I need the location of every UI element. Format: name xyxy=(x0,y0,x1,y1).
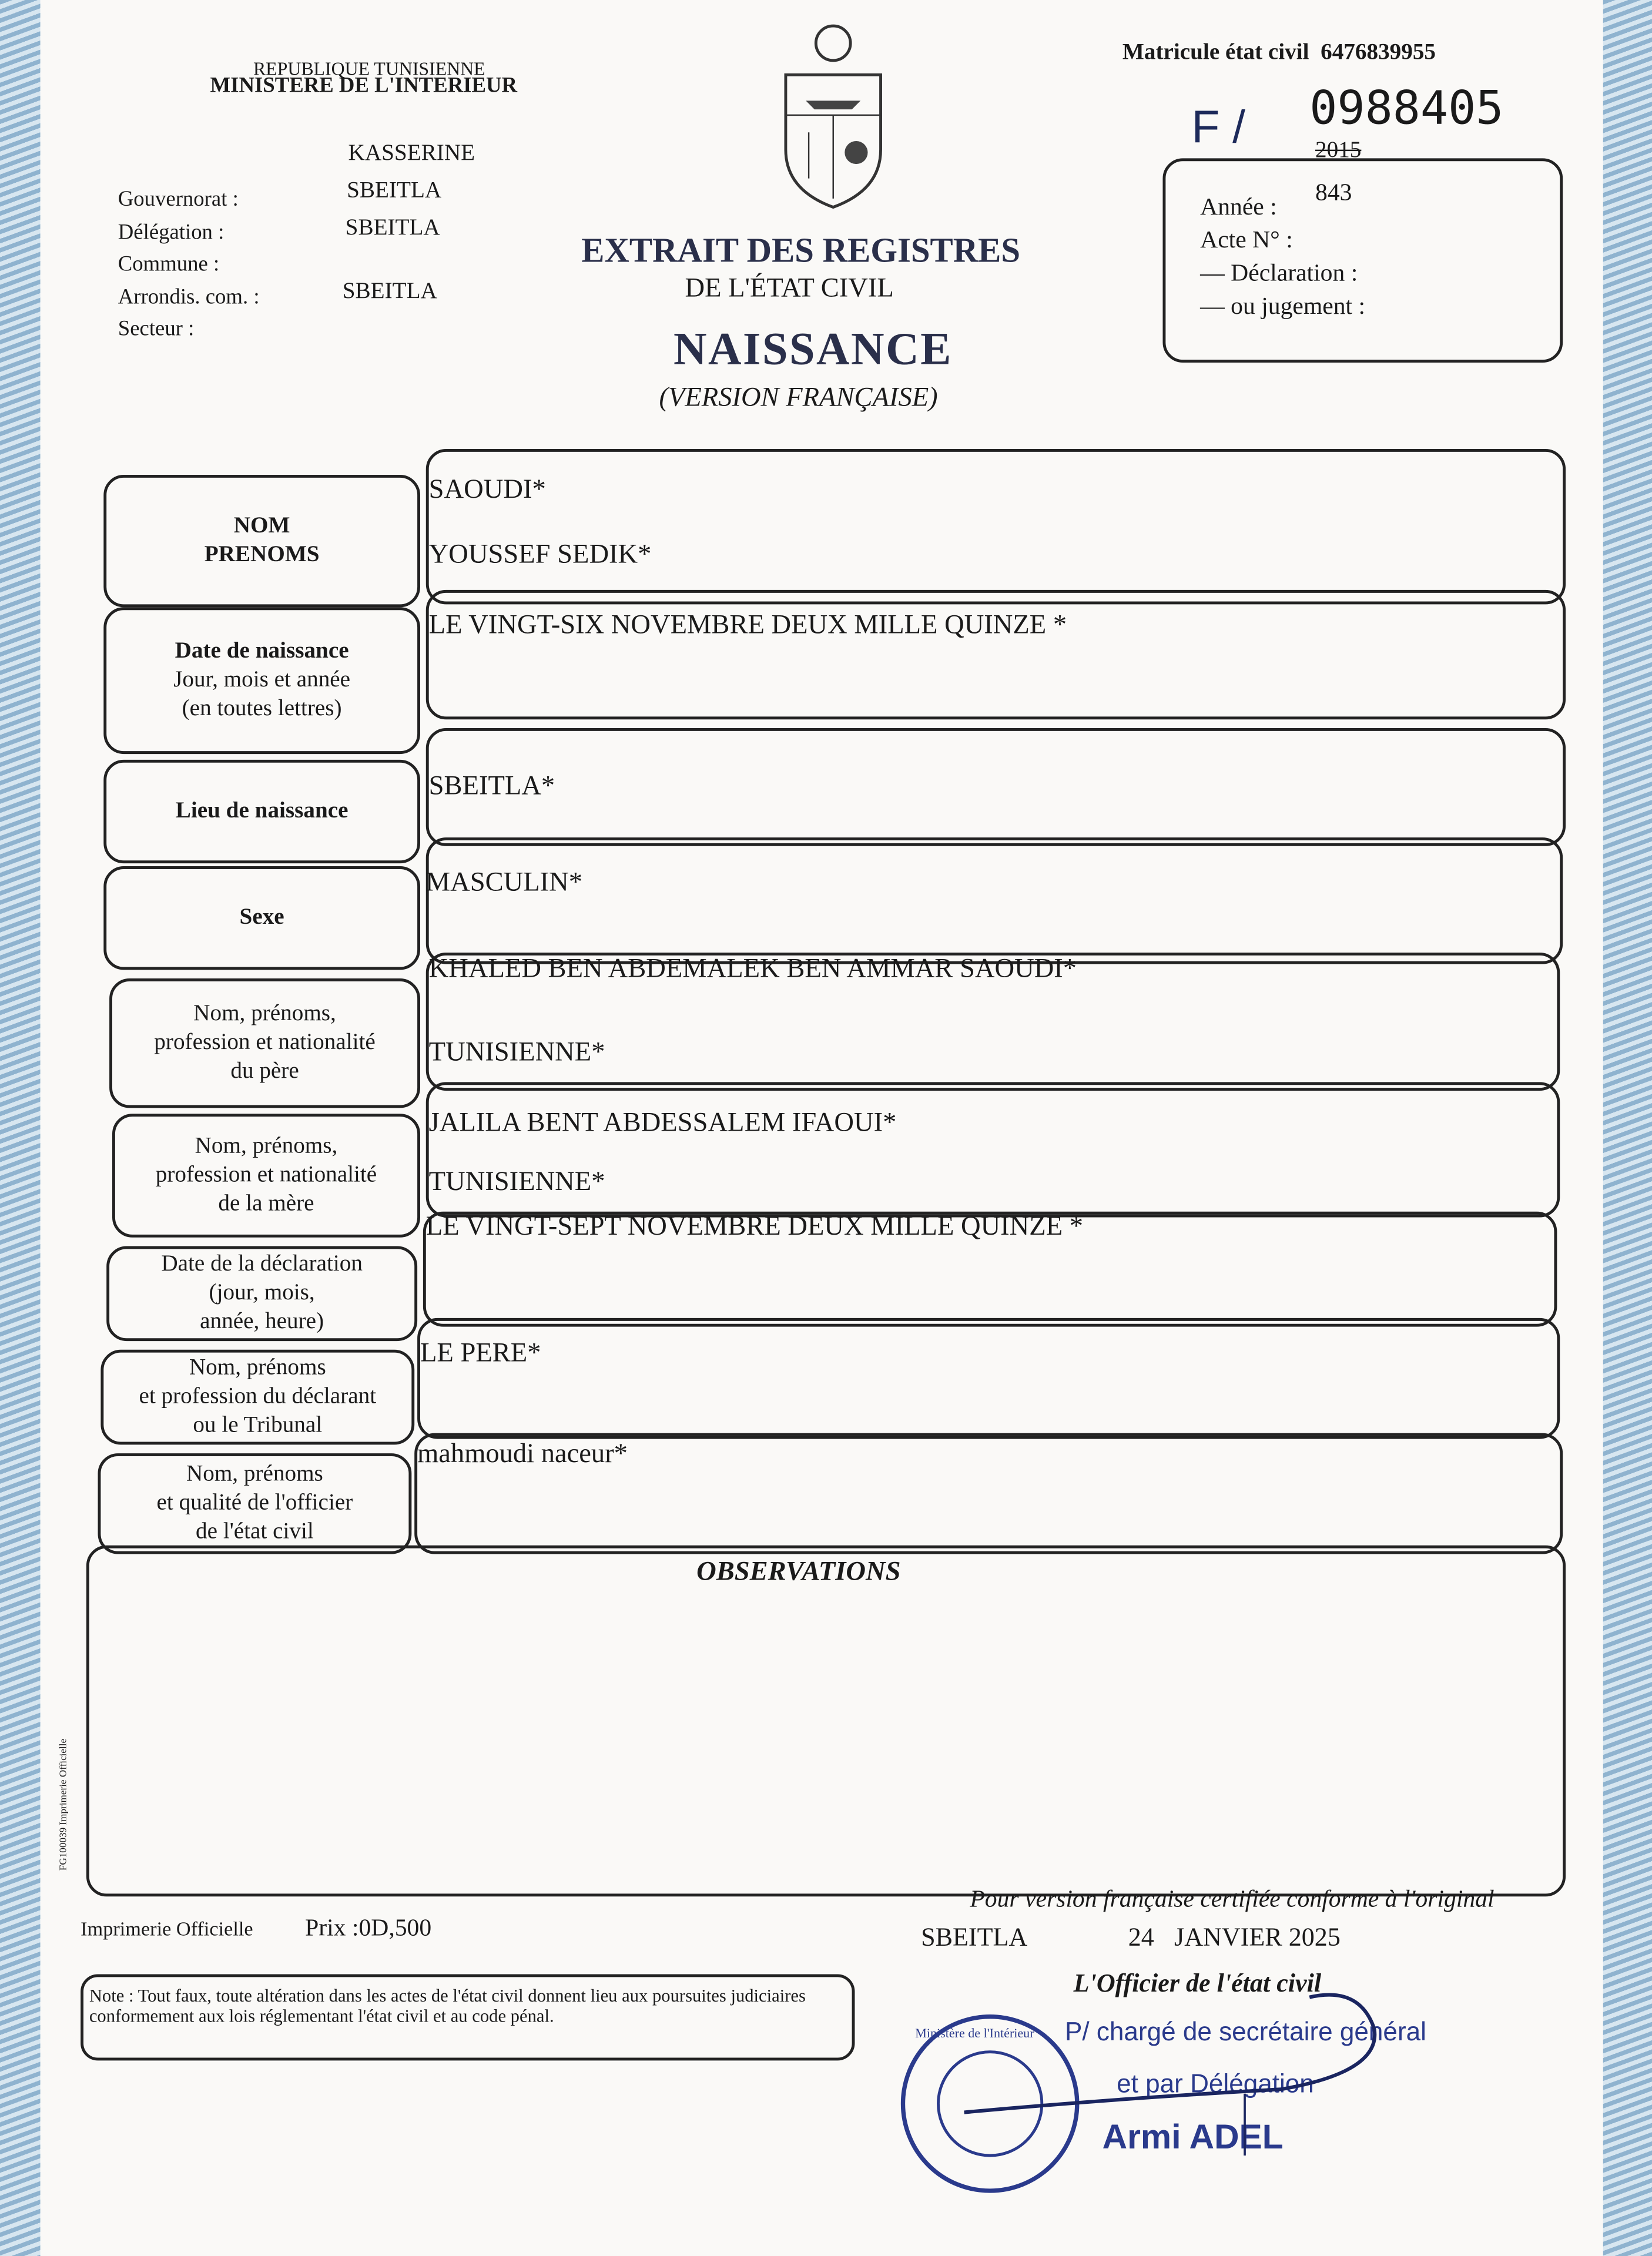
label-pere: Nom, prénoms, profession et nationalité du père xyxy=(109,978,420,1108)
value-declarant: LE PERE* xyxy=(420,1338,541,1369)
label-mere: Nom, prénoms, profession et nationalité de la mère xyxy=(112,1114,420,1238)
value-lieu-naissance: SBEITLA* xyxy=(428,771,555,802)
location-labels: Gouvernorat : Délégation : Commune : Arrondis. com. : Secteur : xyxy=(118,188,260,341)
price-label: Prix :0D,500 xyxy=(305,1913,432,1942)
issue-place: SBEITLA xyxy=(921,1922,1028,1952)
signatory-name: Armi ADEL xyxy=(1102,2118,1284,2157)
republic-label: REPUBLIQUE TUNISIENNE xyxy=(253,57,485,79)
side-print-code: FG100039 Imprimerie Officielle xyxy=(57,1738,69,1871)
ministry-label: MINISTERE DE L'INTERIEUR xyxy=(210,75,518,98)
security-border-right xyxy=(1603,0,1652,2256)
delegation-value: SBEITLA xyxy=(347,178,442,203)
matricule-label: Matricule état civil 6476839955 xyxy=(1122,40,1436,65)
value-mere-nationalite: TUNISIENNE* xyxy=(428,1166,605,1198)
title-naissance: NAISSANCE xyxy=(673,322,953,374)
value-box-lieu xyxy=(426,728,1566,846)
label-sexe: Sexe xyxy=(103,866,420,970)
serial-number: 0988405 xyxy=(1309,81,1504,136)
issue-day: 24 xyxy=(1128,1922,1154,1952)
tunisia-coat-of-arms-icon xyxy=(777,20,889,210)
acte-labels: Année : Acte N° : — Déclaration : — ou jugement : xyxy=(1200,193,1366,320)
observations-box xyxy=(86,1546,1566,1896)
printer-label: Imprimerie Officielle xyxy=(81,1919,253,1942)
value-pere-nationalite: TUNISIENNE* xyxy=(428,1037,605,1068)
title-version: (VERSION FRANÇAISE) xyxy=(659,383,938,413)
value-nom: SAOUDI* xyxy=(428,475,546,505)
value-date-naissance: LE VINGT-SIX NOVEMBRE DEUX MILLE QUINZE * xyxy=(428,610,1067,641)
certified-text: Pour version française certifiée conforme à l'original xyxy=(970,1885,1494,1913)
value-box-sexe xyxy=(426,837,1563,964)
label-date-declaration: Date de la déclaration (jour, mois, année, heure) xyxy=(106,1246,417,1341)
issue-month-year: JANVIER 2025 xyxy=(1174,1922,1341,1952)
commune-value: SBEITLA xyxy=(345,216,440,240)
serial-prefix: F / xyxy=(1191,100,1245,153)
gouvernorat-value: KASSERINE xyxy=(348,140,475,166)
value-prenoms: YOUSSEF SEDIK* xyxy=(428,539,652,570)
annee-value: 2015 xyxy=(1315,138,1362,163)
stamp-line-2: et par Délégation xyxy=(1117,2069,1314,2099)
arrondissement-value: SBEITLA xyxy=(342,279,437,304)
value-mere-nom: JALILA BENT ABDESSALEM IFAOUI* xyxy=(428,1108,897,1138)
officer-title: L'Officier de l'état civil xyxy=(1073,1968,1322,1997)
value-officier: mahmoudi naceur* xyxy=(417,1439,628,1470)
value-box-date-naissance xyxy=(426,590,1566,719)
label-officier: Nom, prénoms et qualité de l'officier de l'état civil xyxy=(98,1453,412,1554)
label-nom-prenoms: NOM PRENOMS xyxy=(103,475,420,607)
value-date-declaration: LE VINGT-SEPT NOVEMBRE DEUX MILLE QUINZE * xyxy=(425,1211,1084,1242)
observations-label: OBSERVATIONS xyxy=(696,1557,901,1587)
value-box-nom xyxy=(426,449,1566,604)
title-registres: EXTRAIT DES REGISTRES xyxy=(581,233,1021,271)
security-border-left xyxy=(0,0,41,2256)
note-text: Note : Tout faux, toute altération dans les actes de l'état civil donnent lieu aux poursuites judiciaires conformement aux lois réglementant l'état civil et au code pénal. xyxy=(89,1986,806,2026)
value-pere-nom: KHALED BEN ABDEMALEK BEN AMMAR SAOUDI* xyxy=(428,954,1077,984)
label-declarant: Nom, prénoms et profession du déclarant ou le Tribunal xyxy=(100,1350,414,1445)
seal-text: Ministère de l'Intérieur xyxy=(915,2026,1034,2041)
label-date-naissance: Date de naissance Jour, mois et année (en toutes lettres) xyxy=(103,607,420,754)
signature-stroke xyxy=(950,1986,1396,2158)
stamp-line-1: P/ chargé de secrétaire général xyxy=(1064,2017,1426,2046)
value-box-declarant xyxy=(417,1318,1560,1439)
value-sexe: MASCULIN* xyxy=(425,867,583,898)
title-etat-civil: DE L'ÉTAT CIVIL xyxy=(685,273,894,304)
matricule-value: 6476839955 xyxy=(1321,40,1436,65)
acte-value: 843 xyxy=(1315,178,1352,206)
label-lieu-naissance: Lieu de naissance xyxy=(103,760,420,863)
